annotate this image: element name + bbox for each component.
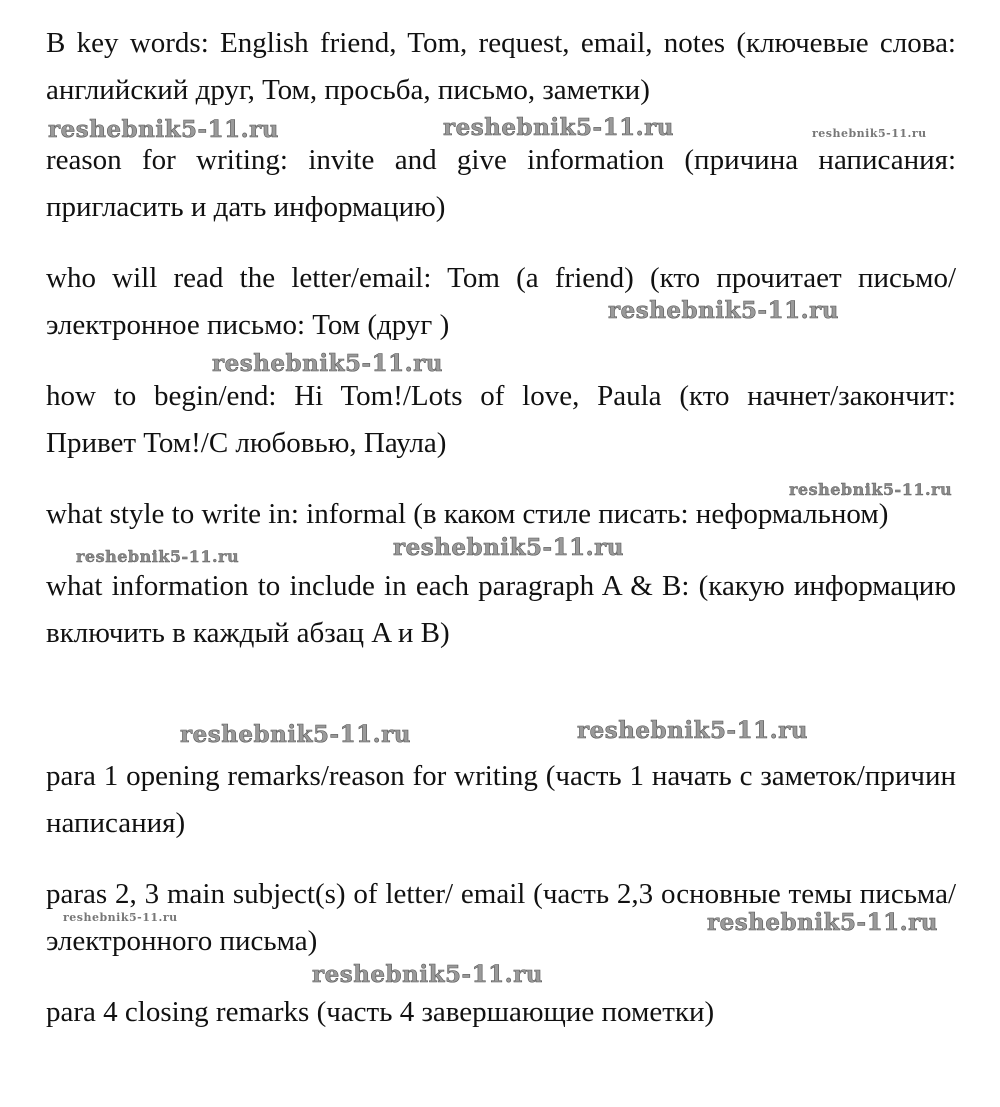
watermark: reshebnik5-11.ru <box>812 127 927 140</box>
para-4-paragraph: para 4 closing remarks (часть 4 завершающие пометки) <box>46 996 715 1028</box>
para-1-paragraph: para 1 opening remarks/reason for writing (часть 1 начать с заметок/причин написания) <box>46 760 956 839</box>
begin-end-paragraph: how to begin/end: Hi Tom!/Lots of love, Paula (кто начнет/закончит: Привет Том!/С любовью, Паула) <box>46 380 956 459</box>
watermark: reshebnik5-11.ru <box>63 911 178 924</box>
watermark: reshebnik5-11.ru <box>393 534 624 561</box>
watermark: reshebnik5-11.ru <box>443 114 674 141</box>
style-paragraph: what style to write in: informal (в каком стиле писать: неформальном) <box>46 498 889 530</box>
watermark: reshebnik5-11.ru <box>180 721 411 748</box>
key-words-paragraph: B key words: English friend, Tom, request, email, notes (ключевые слова: английский друг, Том, просьба, письмо, заметки) <box>46 27 956 106</box>
watermark: reshebnik5-11.ru <box>608 297 839 324</box>
watermark: reshebnik5-11.ru <box>577 717 808 744</box>
watermark: reshebnik5-11.ru <box>76 547 240 566</box>
information-paragraph: what information to include in each paragraph A & B: (какую информацию включить в каждый абзац A и B) <box>46 570 956 649</box>
watermark: reshebnik5-11.ru <box>312 961 543 988</box>
reader-paragraph: who will read the letter/email: Tom (a friend) (кто прочитает письмо/электронное письмо: Том (друг ) <box>46 262 956 341</box>
watermark: reshebnik5-11.ru <box>212 350 443 377</box>
paras-2-3-paragraph: paras 2, 3 main subject(s) of letter/ email (часть 2,3 основные темы письма/электронного письма) <box>46 878 956 957</box>
reason-for-writing-paragraph: reason for writing: invite and give information (причина написания: пригласить и дать информацию) <box>46 144 956 223</box>
watermark: reshebnik5-11.ru <box>707 909 938 936</box>
watermark: reshebnik5-11.ru <box>48 116 279 143</box>
watermark: reshebnik5-11.ru <box>789 480 953 499</box>
